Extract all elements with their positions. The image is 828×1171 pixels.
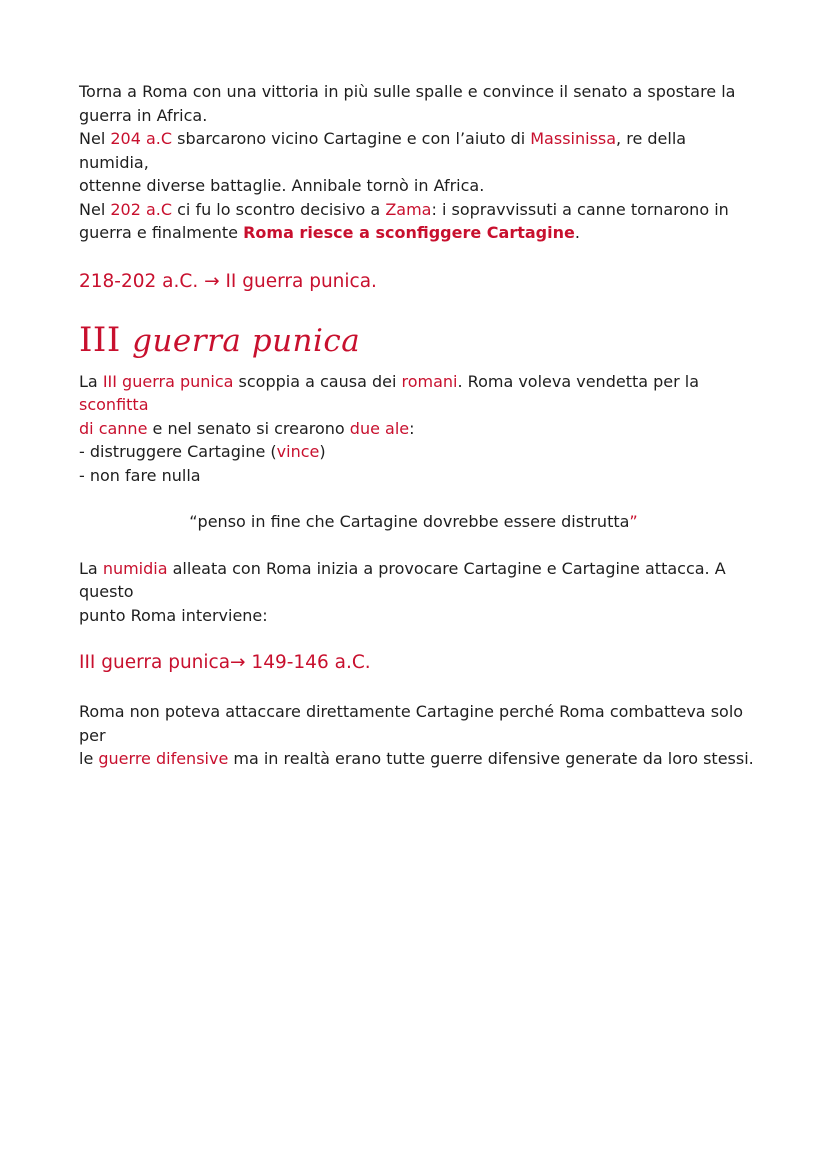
paragraph-third-war-cause bbox=[79, 370, 758, 488]
text-span: punto Roma interviene: bbox=[79, 605, 268, 625]
title-roman: III bbox=[79, 319, 133, 360]
highlight-name: Massinissa bbox=[530, 129, 617, 148]
text-span: . bbox=[574, 223, 580, 242]
text-span: ci fu lo scontro decisivo a bbox=[172, 199, 386, 219]
text-span: - non fare nulla bbox=[79, 465, 201, 485]
text-line bbox=[79, 604, 758, 628]
text-line bbox=[79, 221, 758, 245]
text-span: Nel bbox=[79, 129, 111, 148]
summary-second-punic-war: 218-202 a.C. → II guerra punica. bbox=[79, 270, 377, 292]
highlight-term: numidia bbox=[102, 558, 168, 578]
title-script: guerra punica bbox=[132, 322, 361, 359]
highlight-term: vince bbox=[276, 442, 320, 461]
list-item bbox=[79, 464, 758, 488]
text-line bbox=[79, 417, 758, 441]
text-span: alleata con Roma inizia a provocare Cartagine e Cartagine attacca. A questo bbox=[79, 558, 726, 601]
text-span: e nel senato si crearono bbox=[147, 418, 350, 438]
text-span: scoppia a causa dei bbox=[233, 371, 402, 391]
text-span: : i sopravvissuti a canne tornarono in bbox=[431, 199, 729, 219]
summary-third-punic-war: III guerra punica→ 149-146 a.C. bbox=[79, 652, 371, 673]
text-line bbox=[79, 80, 758, 104]
highlight-date: 204 a.C bbox=[110, 129, 173, 148]
quote-close-mark: ” bbox=[629, 512, 638, 531]
text-span: - distruggere Cartagine ( bbox=[79, 442, 277, 461]
text-line bbox=[79, 700, 758, 747]
quote-cato bbox=[79, 510, 758, 534]
text-line bbox=[79, 747, 758, 771]
quote-text: “penso in fine che Cartagine dovrebbe essere distrutta bbox=[189, 512, 630, 531]
text-span: La bbox=[79, 371, 103, 391]
text-line bbox=[79, 174, 758, 198]
highlight-term: di canne bbox=[79, 418, 148, 438]
text-span: ) bbox=[319, 442, 326, 461]
paragraph-defensive-wars bbox=[79, 700, 758, 771]
highlight-key-fact: Roma riesce a sconfiggere Cartagine bbox=[243, 223, 575, 242]
text-span: Roma non poteva attaccare direttamente Cartagine perché Roma combatteva solo per bbox=[79, 702, 744, 745]
highlight-term: sconfitta bbox=[79, 395, 149, 414]
text-line bbox=[79, 198, 758, 222]
text-line bbox=[79, 370, 758, 417]
text-span: : bbox=[409, 418, 415, 438]
list-item bbox=[79, 440, 758, 464]
text-span: Torna a Roma con una vittoria in più sulle spalle e convince il senato a spostare la bbox=[79, 82, 736, 101]
text-span: guerra e finalmente bbox=[79, 223, 244, 242]
highlight-term: III guerra punica bbox=[102, 371, 234, 391]
text-line bbox=[79, 127, 758, 174]
text-span: , re della numidia, bbox=[79, 129, 687, 172]
text-span: sbarcarono vicino Cartagine e con l’aiuto di bbox=[172, 129, 531, 148]
text-line bbox=[79, 104, 758, 128]
text-span: guerra in Africa. bbox=[79, 105, 208, 125]
highlight-term: romani bbox=[401, 371, 458, 391]
text-span: La bbox=[79, 558, 103, 578]
text-span: . Roma voleva vendetta per la bbox=[457, 371, 700, 391]
text-span: ma in realtà erano tutte guerre difensive generate da loro stessi. bbox=[228, 749, 754, 768]
highlight-place: Zama bbox=[385, 199, 432, 219]
paragraph-zama bbox=[79, 80, 758, 245]
paragraph-numidia bbox=[79, 557, 758, 628]
highlight-date: 202 a.C bbox=[110, 199, 173, 219]
highlight-term: guerre difensive bbox=[98, 749, 229, 768]
highlight-term: due ale bbox=[349, 418, 410, 438]
text-span: ottenne diverse battaglie. Annibale tornò in Africa. bbox=[79, 176, 485, 195]
text-span: le bbox=[79, 749, 99, 768]
section-title bbox=[79, 317, 758, 364]
text-span: Nel bbox=[79, 199, 111, 219]
text-line bbox=[79, 557, 758, 604]
